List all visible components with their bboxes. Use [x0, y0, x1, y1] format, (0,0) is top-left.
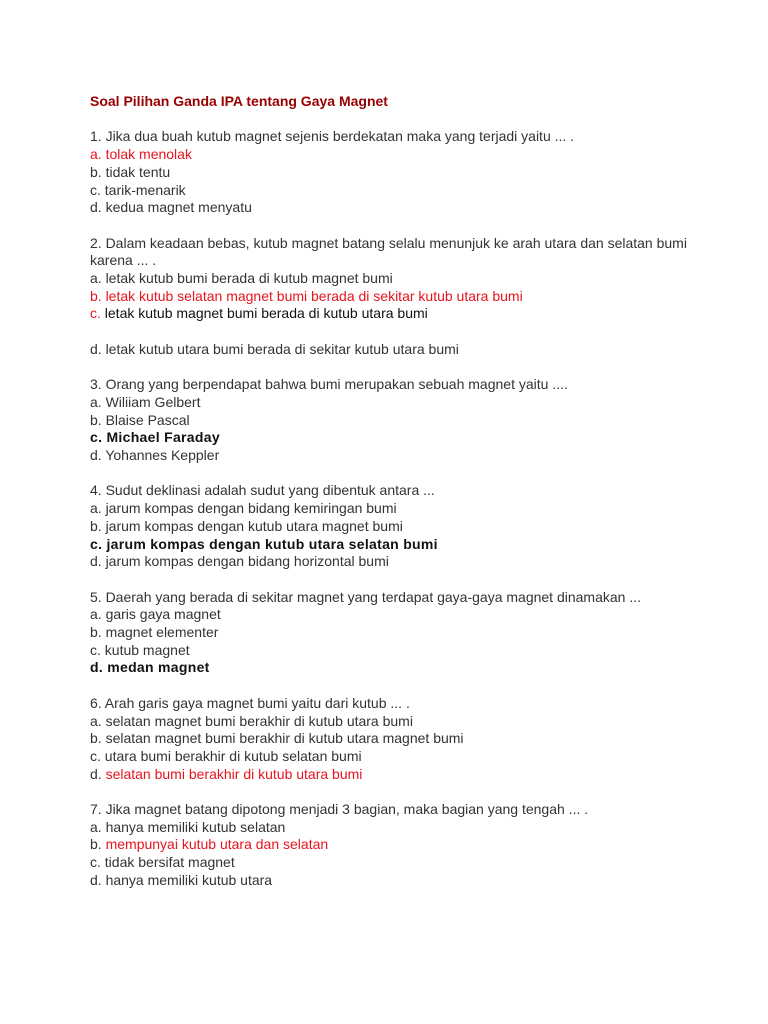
question-text: 7. Jika magnet batang dipotong menjadi 3 bagian, maka bagian yang tengah ... .: [90, 801, 589, 817]
option-b: b. selatan magnet bumi berakhir di kutub utara magnet bumi: [90, 730, 464, 747]
option-c: c. utara bumi berakhir di kutub selatan bumi: [90, 747, 362, 764]
option-a: a. jarum kompas dengan bidang kemiringan bumi: [90, 500, 397, 517]
option-b-prefix: b.: [90, 836, 102, 853]
option-b: b. tidak tentu: [90, 163, 171, 180]
option-c: c. Michael Faraday: [90, 429, 220, 446]
option-d: d. medan magnet: [90, 659, 210, 676]
option-c: c. kutub magnet: [90, 641, 190, 658]
option-c-prefix: c.: [90, 305, 101, 322]
option-c: c. tarik-menarik: [90, 181, 186, 198]
option-b-text: mempunyai kutub utara dan selatan: [101, 836, 329, 853]
option-a: a. tolak menolak: [90, 146, 192, 163]
option-b: b. magnet elementer: [90, 624, 219, 640]
option-d: d. jarum kompas dengan bidang horizontal bumi: [90, 553, 389, 570]
document-title: Soal Pilihan Ganda IPA tentang Gaya Magnet: [90, 93, 388, 109]
question-text: 2. Dalam keadaan bebas, kutub magnet batang selalu menunjuk ke arah utara dan selatan bumi karena ... .: [90, 234, 687, 269]
option-c: c. jarum kompas dengan kutub utara selatan bumi: [90, 535, 438, 552]
option-d-prefix: d.: [90, 765, 102, 782]
question-3: [90, 376, 710, 465]
option-a: a. hanya memiliki kutub selatan: [90, 818, 286, 835]
option-a: a. selatan magnet bumi berakhir di kutub utara bumi: [90, 712, 413, 729]
option-c: [90, 305, 710, 323]
option-b: b. letak kutub selatan magnet bumi berada di sekitar kutub utara bumi: [90, 287, 523, 304]
question-1: [90, 128, 710, 217]
document-body: [90, 93, 710, 907]
question-text: 3. Orang yang berpendapat bahwa bumi merupakan sebuah magnet yaitu ....: [90, 376, 568, 393]
question-2: [90, 235, 710, 359]
question-6: [90, 695, 710, 784]
option-d: d. letak kutub utara bumi berada di sekitar kutub utara bumi: [90, 340, 459, 357]
question-text: 4. Sudut deklinasi adalah sudut yang dibentuk antara ...: [90, 482, 435, 499]
option-b: b. Blaise Pascal: [90, 411, 190, 428]
option-c: c. tidak bersifat magnet: [90, 854, 235, 871]
question-text: 1. Jika dua buah kutub magnet sejenis berdekatan maka yang terjadi yaitu ... .: [90, 128, 575, 145]
option-a: a. letak kutub bumi berada di kutub magnet bumi: [90, 270, 393, 286]
option-d-text: selatan bumi berakhir di kutub utara bumi: [101, 765, 363, 782]
question-7: [90, 801, 710, 890]
option-b: b. jarum kompas dengan kutub utara magnet bumi: [90, 517, 403, 534]
option-d: [90, 766, 710, 784]
option-a: a. garis gaya magnet: [90, 606, 221, 623]
option-b: [90, 836, 710, 854]
option-d: d. kedua magnet menyatu: [90, 199, 252, 216]
option-a: a. Wiliiam Gelbert: [90, 393, 201, 410]
option-c-text: letak kutub magnet bumi berada di kutub utara bumi: [100, 305, 428, 322]
question-5: [90, 589, 710, 678]
question-text: 6. Arah garis gaya magnet bumi yaitu dari kutub ... .: [90, 694, 410, 711]
question-text: 5. Daerah yang berada di sekitar magnet yang terdapat gaya-gaya magnet dinamakan ...: [90, 588, 642, 605]
question-4: [90, 482, 710, 571]
blank-line: [90, 323, 710, 341]
option-d: d. hanya memiliki kutub utara: [90, 871, 273, 888]
option-d: d. Yohannes Keppler: [90, 447, 220, 463]
